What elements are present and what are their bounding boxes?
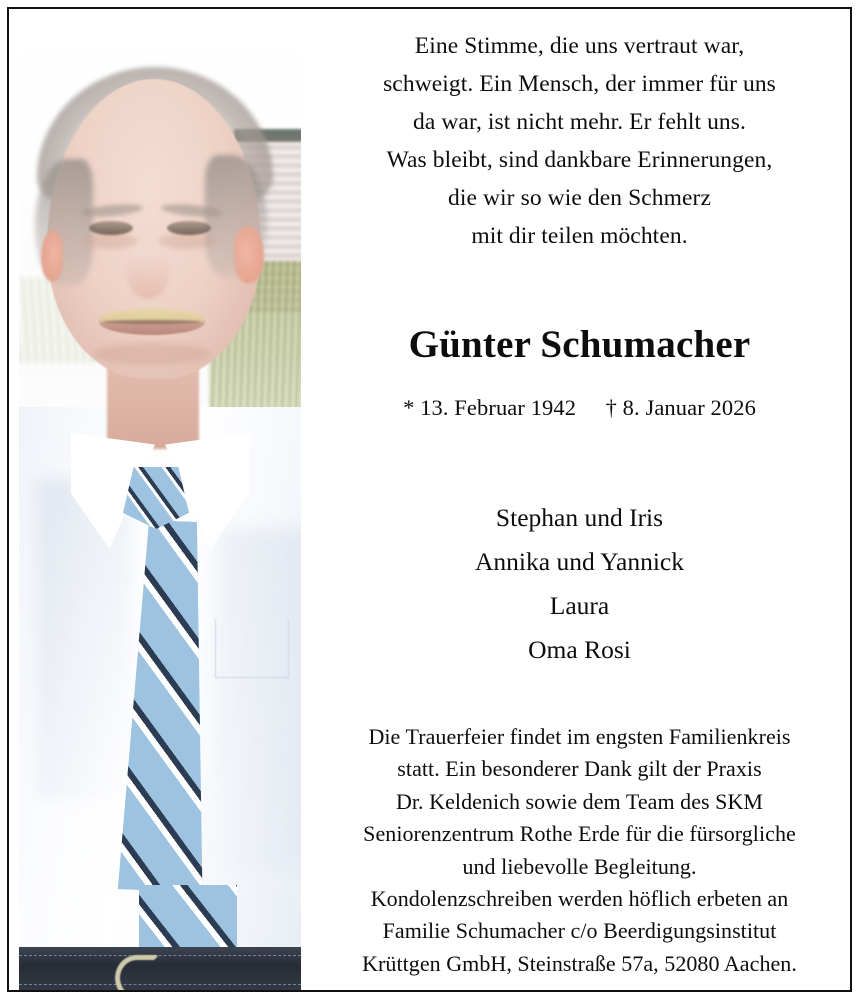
photo-eye-right [167, 221, 211, 235]
photo-mouth-line [103, 320, 201, 324]
photo-ear-left [41, 231, 63, 281]
mourner-line: Laura [549, 591, 610, 620]
poem-line: mit dir teilen möchten. [471, 223, 688, 249]
death-date: 8. Januar 2026 [622, 395, 756, 420]
obituary-text-column [309, 9, 850, 990]
life-dates [309, 395, 850, 421]
poem-line: Was bleibt, sind dankbare Erinnerungen, [386, 147, 773, 173]
notice-line: statt. Ein besonderer Dank gilt der Praxis [397, 756, 762, 782]
photo-belt-stitch-bottom [19, 984, 301, 985]
mourner-line: Annika und Yannick [475, 547, 684, 576]
birth-date: 13. Februar 1942 [420, 395, 577, 420]
mourner-line: Stephan und Iris [495, 503, 664, 532]
poem-line: da war, ist nicht mehr. Er fehlt uns. [413, 109, 746, 135]
notice-line: und liebevolle Begleitung. [462, 853, 697, 879]
notice-line: Seniorenzentrum Rothe Erde für die fürsorgliche [363, 821, 796, 847]
notice-line: Familie Schumacher c/o Beerdigungsinstitut [382, 918, 777, 944]
mourners-list [309, 496, 850, 672]
photo-chin-shadow [93, 343, 211, 365]
photo-shirt-fold-right [215, 529, 301, 869]
photo-belt-buckle [115, 955, 159, 990]
notice-line: Kondolenzschreiben werden höflich erbeten an [370, 886, 789, 912]
poem-line: die wir so wie den Schmerz [448, 185, 711, 211]
notice-line: Krüttgen GmbH, Steinstraße 57a, 52080 Aachen. [362, 950, 797, 976]
photo-eye-shadow-right [159, 233, 215, 249]
photo-shirt-pocket [215, 619, 289, 678]
memorial-poem [309, 27, 850, 255]
death-symbol: † [605, 395, 617, 420]
photo-belt-stitch-top [19, 955, 301, 956]
deceased-name: Günter Schumacher [408, 323, 751, 366]
poem-line: Eine Stimme, die uns vertraut war, [414, 33, 745, 59]
notice-line: Die Trauerfeier findet im engsten Familienkreis [368, 724, 791, 749]
notice-line: Dr. Keldenich sowie dem Team des SKM [395, 788, 764, 814]
mourner-line: Oma Rosi [528, 635, 631, 664]
funeral-notice [309, 721, 850, 980]
photo-ear-right [234, 227, 264, 283]
poem-line: schweigt. Ein Mensch, der immer für uns [383, 71, 776, 97]
photo-belt [19, 947, 301, 990]
portrait-photo [19, 9, 301, 990]
photo-eye-left [89, 221, 133, 235]
birth-symbol: * [403, 395, 415, 420]
photo-eye-shadow-left [81, 233, 137, 249]
photo-nose [127, 237, 169, 299]
obituary-card [7, 7, 852, 992]
